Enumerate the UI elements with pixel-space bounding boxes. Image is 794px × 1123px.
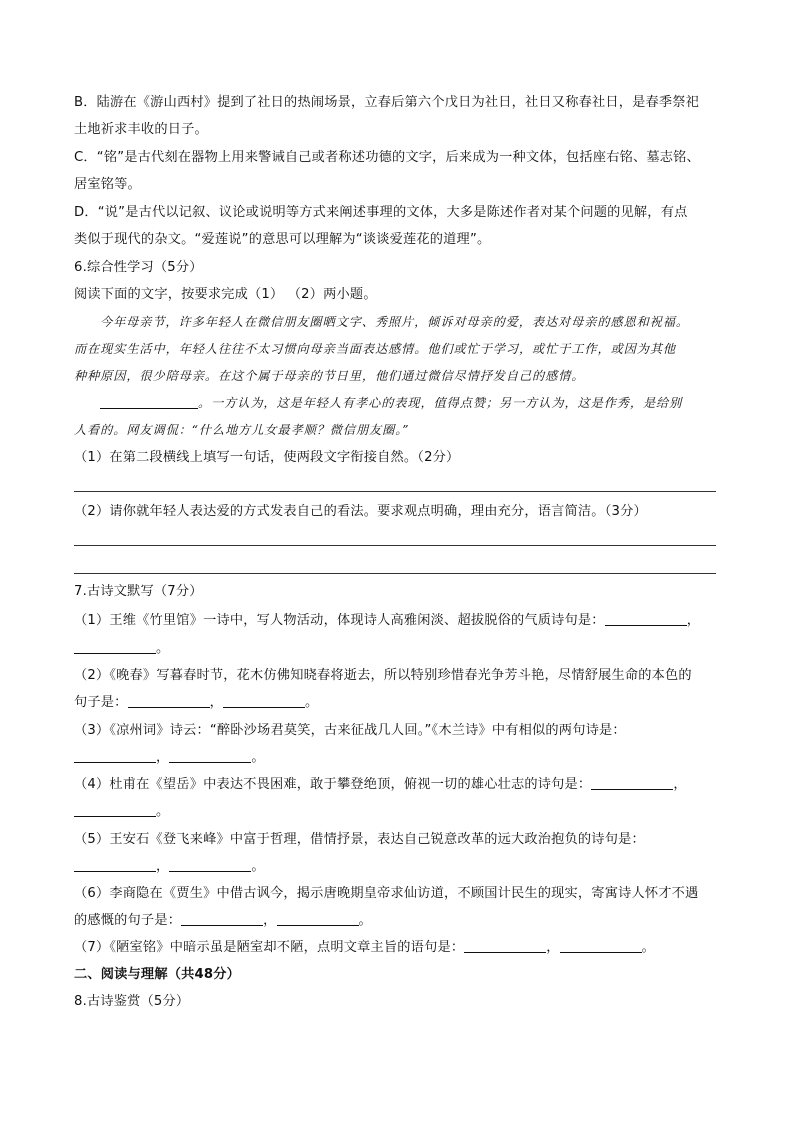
- question-6-intro: 阅读下面的文字，按要求完成（1） （2）两小题。: [74, 287, 377, 302]
- question-7-4-cont: [74, 803, 734, 821]
- question-7-3-cont: [74, 749, 734, 767]
- question-7-3: （3）《凉州词》诗云：“醉卧沙场君莫笑，古来征战几人回。”《木兰诗》中有相似的两句诗是：: [74, 723, 626, 738]
- option-d-line-1: D．“说”是古代以记叙、议论或说明等方式来阐述事理的文体，大多是陈述作者对某个问题的见解，有点: [74, 205, 688, 220]
- blank-7-2-a[interactable]: [128, 694, 210, 708]
- comma: ，: [156, 859, 170, 874]
- option-b-line-2: 土地祈求丰收的日子。: [74, 122, 208, 137]
- fill-in-blank[interactable]: [100, 395, 198, 409]
- answer-line-6-2-b[interactable]: [74, 573, 716, 574]
- passage-line-3: 种种原因，很少陪母亲。在这个属于母亲的节日里，他们通过微信尽情抒发自己的感情。: [74, 369, 585, 383]
- comma: ，: [156, 750, 170, 765]
- blank-7-2-b[interactable]: [223, 694, 305, 708]
- option-b-line-1: B．陆游在《游山西村》提到了社日的热闹场景，立春后第六个戊日为社日，社日又称春社日，是春季祭祀: [74, 95, 700, 110]
- question-6-title: 6.综合性学习（5分）: [74, 260, 203, 275]
- question-7-5-cont: [74, 858, 734, 876]
- blank-7-1-a[interactable]: [605, 612, 687, 626]
- question-7-1-text: （1）王维《竹里馆》一诗中，写人物活动，体现诗人高雅闲淡、超拔脱俗的气质诗句是：: [74, 613, 605, 628]
- question-7-2-cont: [74, 694, 734, 712]
- question-7-7-text: （7）《陋室铭》中暗示虽是陋室却不陋，点明文章主旨的语句是：: [74, 940, 465, 955]
- comma: ，: [686, 613, 701, 628]
- blank-7-3-b[interactable]: [169, 749, 251, 763]
- comma: ，: [209, 695, 223, 710]
- period: 。: [304, 695, 319, 710]
- option-c-line-1: C．“铭”是古代刻在器物上用来警诫自己或者称述功德的文字，后来成为一种文体，包括座右铭、墓志铭、: [74, 150, 700, 165]
- period: 。: [251, 859, 265, 874]
- comma: ，: [546, 940, 560, 955]
- question-8-title: 8.古诗鉴赏（5分）: [74, 994, 190, 1009]
- answer-line-6-2-a[interactable]: [74, 545, 716, 546]
- blank-7-3-a[interactable]: [74, 749, 156, 763]
- blank-7-6-b[interactable]: [277, 912, 359, 926]
- question-7-6-cont: [74, 912, 734, 930]
- period: 。: [358, 913, 372, 928]
- blank-7-5-a[interactable]: [74, 858, 156, 872]
- question-6-1: （1）在第二段横线上填写一句话，使两段文字衔接自然。（2分）: [74, 450, 460, 465]
- blank-7-4-b[interactable]: [74, 803, 156, 817]
- option-d-line-2: 类似于现代的杂文。“爱莲说”的意思可以理解为“谈谈爱莲花的道理”。: [74, 232, 491, 247]
- question-7-7: [74, 939, 734, 957]
- question-6-2: （2）请你就年轻人表达爱的方式发表自己的看法。要求观点明确，理由充分，语言简洁。（3分）: [74, 504, 647, 519]
- question-7-title: 7.古诗文默写（7分）: [74, 584, 203, 599]
- blank-7-1-b[interactable]: [74, 640, 156, 654]
- comma: ，: [673, 777, 687, 792]
- passage-line-2: 而在现实生活中，年轻人往往不太习惯向母亲当面表达感情。他们或忙于学习，或忙于工作，或因为其他: [74, 342, 677, 356]
- passage-line-1: 今年母亲节，许多年轻人在微信朋友圈晒文字、秀照片，倾诉对母亲的爱，表达对母亲的感恩和祝福。: [100, 315, 689, 329]
- question-7-6: （6）李商隐在《贾生》中借古讽今，揭示唐晚期皇帝求仙访道，不顾国计民生的现实，寄寓诗人怀才不遇: [74, 886, 699, 901]
- option-c-line-2: 居室铭等。: [74, 177, 141, 192]
- question-7-1-cont: [74, 640, 734, 658]
- answer-line-6-1[interactable]: [74, 491, 716, 492]
- period: 。: [156, 641, 170, 656]
- blank-7-7-b[interactable]: [560, 939, 642, 953]
- question-7-2-text: 句子是：: [74, 695, 128, 710]
- period: 。: [156, 804, 170, 819]
- question-7-1: [74, 612, 734, 630]
- blank-7-5-b[interactable]: [169, 858, 251, 872]
- comma: ，: [263, 913, 277, 928]
- blank-7-6-a[interactable]: [181, 912, 263, 926]
- question-7-5: （5）王安石《登飞来峰》中富于哲理，借情抒景，表达自己锐意改革的远大政治抱负的诗句是：: [74, 832, 645, 847]
- passage-line-5: 人看的。网友调侃：“什么地方儿女最孝顺？微信朋友圈。”: [74, 423, 410, 437]
- passage-line-4: [100, 394, 720, 412]
- question-7-4-text: （4）杜甫在《望岳》中表达不畏困难，敢于攀登绝顶，俯视一切的雄心壮志的诗句是：: [74, 777, 592, 792]
- blank-7-7-a[interactable]: [464, 939, 546, 953]
- period: 。: [251, 750, 265, 765]
- question-7-4: [74, 776, 734, 794]
- section-2-heading: 二、阅读与理解（共48分）: [74, 967, 241, 982]
- question-7-2: （2）《晚春》写暮春时节，花木仿佛知晓春将逝去，所以特别珍惜春光争芳斗艳，尽情舒展生命的本色的: [74, 668, 692, 683]
- blank-7-4-a[interactable]: [591, 776, 673, 790]
- question-7-6-text: 的感慨的句子是：: [74, 913, 182, 928]
- period: 。: [641, 940, 656, 955]
- passage-line-4-text: 。一方认为，这是年轻人有孝心的表现，值得点赞；另一方认为，这是作秀，是给别: [198, 396, 683, 410]
